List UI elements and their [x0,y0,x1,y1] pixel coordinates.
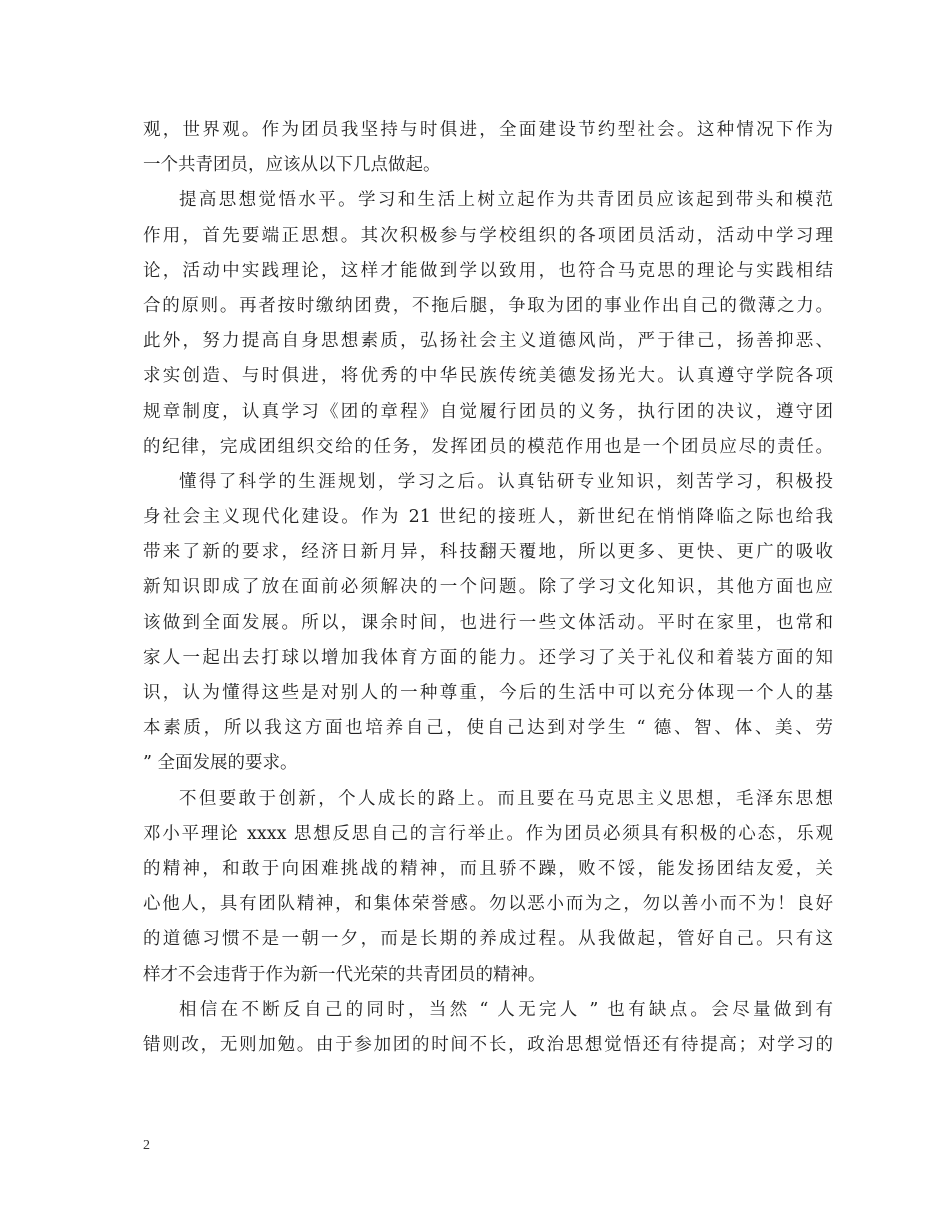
text-line: 懂得了科学的生涯规划，学习之后。认真钻研专业知识，刻苦学习，积极投 [179,471,833,492]
text-line: 错则改，无则加勉。由于参加团的时间不长，政治思想觉悟还有待提高；对学习的 [143,1034,833,1055]
text-line: 身社会主义现代化建设。作为 21 世纪的接班人，新世纪在悄悄降临之际也给我 [143,507,833,528]
text-line: 论，活动中实践理论，这样才能做到学以致用，也符合马克思的理论与实践相结 [143,260,833,281]
text-line: 新知识即成了放在面前必须解决的一个问题。除了学习文化知识，其他方面也应 [143,577,833,598]
text-line: 的精神，和敢于向困难挑战的精神，而且骄不躁，败不馁，能发扬团结友爱，关 [143,858,833,879]
text-line: 的道德习惯不是一朝一夕，而是长期的养成过程。从我做起，管好自己。只有这 [143,929,833,950]
text-line: 规章制度，认真学习《团的章程》自觉履行团员的义务，执行团的决议，遵守团 [143,401,833,422]
text-line: 本素质，所以我这方面也培养自己，使自己达到对学生 “ 德、智、体、美、劳 [143,718,833,739]
text-line: 合的原则。再者按时缴纳团费，不拖后腿，争取为团的事业作出自己的微薄之力。 [143,295,833,316]
text-line: 邓小平理论 xxxx 思想反思自己的言行举止。作为团员必须具有积极的心态，乐观 [143,823,833,844]
text-line: 该做到全面发展。所以，课余时间，也进行一些文体活动。平时在家里，也常和 [143,612,833,633]
text-line: 作用，首先要端正思想。其次积极参与学校组织的各项团员活动，活动中学习理 [143,225,833,246]
text-line: 此外，努力提高自身思想素质，弘扬社会主义道德风尚，严于律己，扬善抑恶、 [143,331,833,352]
text-line: 家人一起出去打球以增加我体育方面的能力。还学习了关于礼仪和着装方面的知 [143,647,833,668]
text-line: 的纪律，完成团组织交给的任务，发挥团员的模范作用也是一个团员应尽的责任。 [143,436,833,457]
document-body [143,113,833,1063]
text-line: 一个共青团员，应该从以下几点做起。 [143,155,441,176]
text-line: 相信在不断反自己的同时，当然 “ 人无完人 ” 也有缺点。会尽量做到有 [179,999,833,1020]
text-line: 不但要敢于创新，个人成长的路上。而且要在马克思主义思想，毛泽东思想 [179,788,833,809]
text-line: 样才不会违背于作为新一代光荣的共青团员的精神。 [143,964,546,985]
page-number: 2 [143,1138,150,1153]
text-line: 提高思想觉悟水平。学习和生活上树立起作为共青团员应该起到带头和模范 [179,190,833,211]
text-line: 识，认为懂得这些是对别人的一种尊重，今后的生活中可以充分体现一个人的基 [143,683,833,703]
text-line: 心他人，具有团队精神，和集体荣誉感。勿以恶小而为之，勿以善小而不为！良好 [143,894,833,915]
text-line: 带来了新的要求，经济日新月异，科技翻天覆地，所以更多、更快、更广的吸收 [143,542,833,563]
text-line: 求实创造、与时俱进，将优秀的中华民族传统美德发扬光大。认真遵守学院各项 [143,366,833,387]
text-line: ” 全面发展的要求。 [143,753,298,774]
text-line: 观，世界观。作为团员我坚持与时俱进，全面建设节约型社会。这种情况下作为 [143,120,833,140]
